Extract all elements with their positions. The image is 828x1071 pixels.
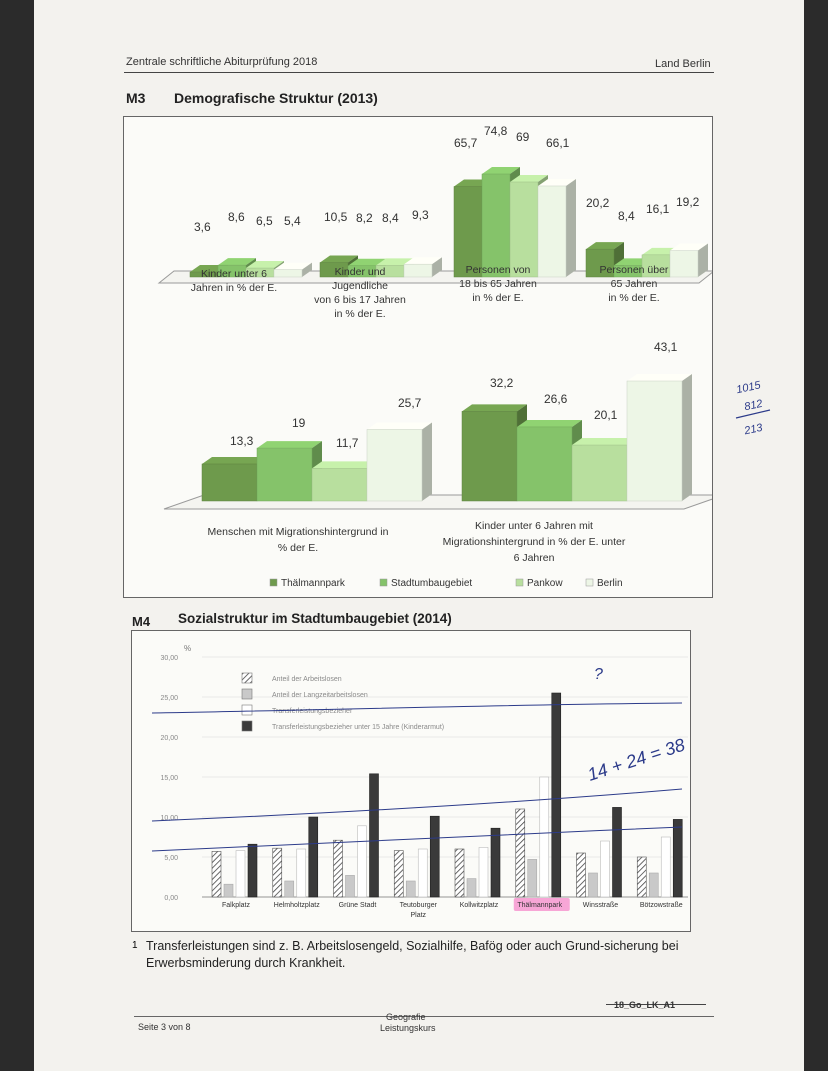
m3-legend-swatch-3	[586, 579, 593, 586]
m3-bottom-bar-side-1-3	[682, 374, 692, 501]
m4-bar-6-2	[601, 841, 610, 897]
m3-legend-label-0: Thälmannpark	[281, 578, 345, 589]
m4-bar-3-1	[406, 881, 415, 897]
m4-legend-label-2: Transferleistungsbezieher	[272, 708, 353, 715]
m3-top-category-1: Kinder und Jugendliche von 6 bis 17 Jahren in % der E.	[314, 266, 406, 320]
m4-bar-0-1	[224, 884, 233, 897]
m4-bar-2-2	[358, 826, 367, 897]
m4-bar-7-1	[649, 873, 658, 897]
m4-bar-7-2	[661, 837, 670, 897]
m4-bar-1-2	[297, 849, 306, 897]
m3-top-bar-2-2	[510, 182, 538, 277]
m4-category-4: Kollwitzplatz	[459, 902, 499, 909]
calc-line-2: 812	[743, 397, 764, 414]
m4-chart-frame	[131, 630, 691, 932]
m3-bottom-bar-1-2	[572, 445, 627, 501]
m3-top-bar-3-3	[670, 251, 698, 277]
m4-bar-2-3	[370, 774, 379, 897]
m3-legend-label-3: Berlin	[597, 578, 623, 589]
m4-handwritten-calc: 14 + 24 = 38	[585, 734, 688, 785]
m4-bar-5-0	[516, 809, 525, 897]
m3-top-bar-side-2-3	[566, 179, 576, 277]
m3-bottom-value-0-1: 19	[292, 416, 306, 430]
m3-top-value-2-2: 69	[516, 130, 530, 144]
header-left: Zentrale schriftliche Abiturprüfung 2018	[126, 56, 318, 68]
footnote-marker: 1	[132, 940, 138, 951]
m3-top-category-0: Kinder unter 6 Jahren in % der E.	[190, 268, 278, 294]
m3-top-bar-2-3	[538, 186, 566, 277]
handwritten-calc-svg	[732, 372, 792, 462]
m3-top-bar-2-1	[482, 174, 510, 277]
m3-bottom-bar-0-2	[312, 468, 367, 501]
m4-legend-swatch-3	[242, 721, 252, 731]
m4-handdrawn-line-1	[152, 703, 682, 713]
m3-top-value-1-1: 8,2	[356, 211, 373, 225]
m4-bar-7-3	[673, 819, 682, 897]
m4-bar-4-1	[467, 879, 476, 897]
m3-bottom-bar-top-1-1	[517, 420, 582, 427]
m4-title: Sozialstruktur im Stadtumbaugebiet (2014)	[178, 611, 452, 626]
m3-bottom-bar-1-3	[627, 381, 682, 501]
m4-bar-1-1	[285, 881, 294, 897]
m4-category-2: Grüne Stadt	[338, 902, 377, 909]
m4-bar-6-3	[613, 807, 622, 897]
header-rule	[124, 72, 714, 73]
m3-bottom-bar-side-0-3	[422, 422, 432, 501]
m4-category-3-line2: Platz	[410, 912, 427, 919]
m4-bar-5-2	[540, 777, 549, 897]
m3-bottom-value-1-1: 26,6	[544, 392, 568, 406]
footnote: Transferleistungen sind z. B. Arbeitslosengeld, Sozialhilfe, Bafög oder auch Grund-sicherung bei Erwerbsminderung durch Krankheit.	[146, 939, 679, 970]
m4-category-5: Thälmannpark	[517, 902, 563, 909]
m4-category-0: Falkplatz	[221, 902, 251, 909]
m3-chart	[124, 117, 712, 597]
m3-chart-frame	[123, 116, 713, 598]
handwritten-calculation	[732, 372, 792, 462]
m3-bottom-bar-0-1	[257, 448, 312, 501]
m4-ytick-1: 5,00	[164, 855, 178, 862]
m4-category-1: Helmholtzplatz	[273, 902, 320, 909]
m3-top-value-3-0: 20,2	[586, 196, 610, 210]
m3-legend-swatch-2	[516, 579, 523, 586]
m4-bar-3-3	[430, 816, 439, 897]
m3-top-value-3-2: 16,1	[646, 202, 670, 216]
m4-legend-swatch-2	[242, 705, 252, 715]
m4-bar-5-3	[552, 693, 561, 897]
m3-bottom-bar-0-3	[367, 429, 422, 501]
m3-bottom-value-0-0: 13,3	[230, 434, 254, 448]
calc-line-3: 213	[743, 421, 764, 438]
m3-label: M3	[126, 90, 146, 106]
m4-bar-4-3	[491, 828, 500, 897]
m4-category-3: Teutoburger	[399, 902, 437, 909]
m4-bar-0-2	[236, 851, 245, 897]
m3-bottom-value-0-3: 25,7	[398, 396, 422, 410]
m4-category-6: Winsstraße	[582, 902, 619, 909]
m4-bar-3-0	[394, 851, 403, 897]
m4-handdrawn-line-2	[152, 789, 682, 821]
m3-top-value-1-2: 8,4	[382, 211, 399, 225]
m4-bar-4-2	[479, 847, 488, 897]
m3-bottom-category-0: Menschen mit Migrationshintergrund in % der E.	[207, 526, 389, 554]
m4-ytick-5: 25,00	[160, 695, 178, 702]
m3-top-value-0-1: 8,6	[228, 210, 245, 224]
m4-bar-6-0	[577, 853, 586, 897]
m3-top-bar-0-3	[274, 270, 302, 277]
m4-chart	[132, 631, 690, 931]
footer-page: Seite 3 von 8	[138, 1022, 191, 1032]
m3-top-value-2-3: 66,1	[546, 136, 570, 150]
m3-bottom-bar-0-0	[202, 464, 257, 501]
footer-course: Leistungskurs	[380, 1023, 436, 1033]
m3-top-value-3-3: 19,2	[676, 195, 700, 209]
m3-bottom-value-1-3: 43,1	[654, 340, 678, 354]
m4-legend-label-0: Anteil der Arbeitslosen	[272, 676, 342, 683]
m3-legend-swatch-1	[380, 579, 387, 586]
calc-line-1: 1015	[735, 379, 762, 397]
footer-subject: Geografie	[386, 1012, 426, 1022]
header-right: Land Berlin	[655, 58, 711, 70]
m4-ytick-3: 15,00	[160, 775, 178, 782]
m3-top-value-2-0: 65,7	[454, 136, 478, 150]
m4-ytick-6: 30,00	[160, 655, 178, 662]
m4-label: M4	[132, 614, 151, 629]
m3-bottom-value-1-0: 32,2	[490, 376, 514, 390]
m4-ylabel: %	[184, 644, 192, 653]
m4-legend-label-3: Transferleistungsbezieher unter 15 Jahre (Kinderarmut)	[272, 724, 445, 731]
m3-title: Demografische Struktur (2013)	[174, 90, 378, 106]
m4-bar-7-0	[637, 857, 646, 897]
m4-category-7: Bötzowstraße	[639, 902, 683, 909]
m3-top-category-2: Personen von 18 bis 65 Jahren in % der E.	[459, 264, 537, 304]
footer-code: 18_Go_LK_A1	[614, 1000, 676, 1010]
m3-top-value-3-1: 8,4	[618, 209, 635, 223]
m3-top-category-3: Personen über 65 Jahren in % der E.	[599, 264, 669, 304]
m4-bar-0-0	[212, 851, 221, 897]
m4-bar-1-0	[273, 848, 282, 897]
m3-legend-label-2: Pankow	[527, 578, 563, 589]
m3-top-value-1-3: 9,3	[412, 208, 429, 222]
m3-bottom-bar-1-0	[462, 411, 517, 501]
m3-bottom-bar-top-0-3	[367, 422, 432, 429]
m4-ytick-4: 20,00	[160, 735, 178, 742]
m3-top-value-0-0: 3,6	[194, 220, 211, 234]
m3-bottom-value-0-2: 11,7	[336, 436, 359, 450]
m3-bottom-bar-top-0-1	[257, 441, 322, 448]
m3-bottom-value-1-2: 20,1	[594, 408, 618, 422]
m4-handwritten-question: ?	[594, 666, 603, 683]
m3-top-value-0-3: 5,4	[284, 214, 301, 228]
exam-page	[34, 0, 804, 1071]
m3-top-value-0-2: 6,5	[256, 214, 273, 228]
m4-bar-5-1	[528, 859, 537, 897]
m3-bottom-bar-1-1	[517, 427, 572, 501]
m4-ytick-2: 10,00	[160, 815, 178, 822]
m4-bar-4-0	[455, 849, 464, 897]
m3-legend-label-1: Stadtumbaugebiet	[391, 578, 473, 589]
m4-bar-3-2	[418, 849, 427, 897]
m3-top-value-2-1: 74,8	[484, 124, 508, 138]
m4-bar-0-3	[248, 844, 257, 897]
m3-bottom-bar-top-1-3	[627, 374, 692, 381]
m4-bar-6-1	[589, 873, 598, 897]
m3-bottom-bar-top-1-0	[462, 404, 527, 411]
m3-bottom-category-1: Kinder unter 6 Jahren mit Migrationshintergrund in % der E. unter 6 Jahren	[442, 520, 626, 564]
m3-top-bar-1-3	[404, 264, 432, 277]
m3-legend-swatch-0	[270, 579, 277, 586]
m4-legend-label-1: Anteil der Langzeitarbeitslosen	[272, 692, 368, 699]
m4-bar-2-0	[334, 840, 343, 897]
m4-bar-2-1	[346, 875, 355, 897]
m3-top-value-1-0: 10,5	[324, 210, 348, 224]
m4-ytick-0: 0,00	[164, 895, 178, 902]
m4-legend-swatch-0	[242, 673, 252, 683]
m4-bar-1-3	[309, 817, 318, 897]
m4-legend-swatch-1	[242, 689, 252, 699]
